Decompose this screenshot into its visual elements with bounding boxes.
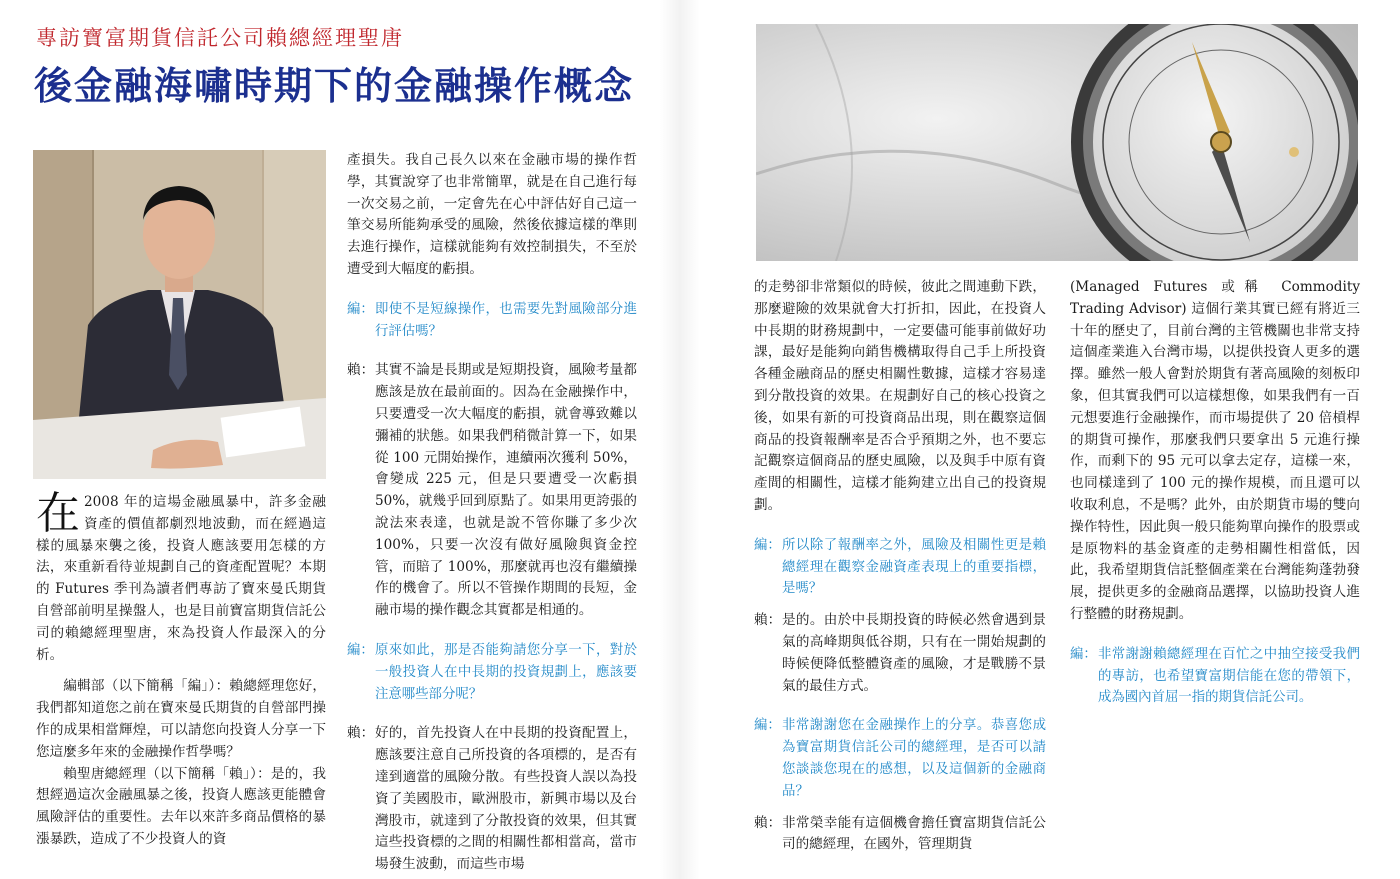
answer-text: 非常榮幸能有這個機會擔任寶富期貨信託公司的總經理，在國外，管理期貨 bbox=[782, 814, 1046, 853]
page-gutter bbox=[660, 0, 700, 879]
editor-label: 編： bbox=[1070, 646, 1097, 662]
question-text: 即使不是短線操作，也需要先對風險部分進行評估嗎？ bbox=[375, 301, 637, 339]
editor-label: 編： bbox=[347, 642, 374, 658]
answer-text: 好的，首先投資人在中長期的投資配置上，應該要注意自己所投資的各項標的，是否有達到適當的風險分散。有些投資人誤以為投資了美國股市，歐洲股市，新興市場以及台灣股市，就達到了分散投資的效果，但其實這些投資標的之間的相關性都相當高，當市場發生波動，而這些市場 bbox=[375, 725, 637, 873]
answer-continued: 產損失。我自己長久以來在金融市場的操作哲學，其實說穿了也非常簡單，就是在自己進行每一次交易之前，一定會先在心中評估好自己這一筆交易所能夠承受的風險，然後依據這樣的準則去進行操作，這樣就能夠有效控制損失，不至於遭受到大幅度的虧損。 bbox=[347, 152, 637, 277]
column-4 bbox=[1070, 277, 1360, 709]
editor-label: 編： bbox=[347, 301, 374, 317]
answer-text: 是的。由於中長期投資的時候必然會遇到景氣的高峰期與低谷期，只有在一開始規劃的時候便降低整體資產的風險，才是戰勝不景氣的最佳方式。 bbox=[782, 612, 1046, 694]
question-block bbox=[754, 535, 1046, 600]
answer-block bbox=[754, 610, 1046, 697]
answer-block bbox=[754, 813, 1046, 857]
lai-label: 賴： bbox=[754, 612, 782, 629]
lai-answer-intro: 賴聖唐總經理（以下簡稱「賴」）：是的，我想經過這次金融風暴之後，投資人應該更能體會風險評估的重要性。去年以來許多商品價格的暴漲暴跌，造成了不少投資人的資 bbox=[36, 765, 326, 847]
answer-continued: 的走勢卻非常類似的時候，彼此之間連動下跌，那麼避險的效果就會大打折扣，因此，在投資人中長期的財務規劃中，一定要儘可能事前做好功課，最好是能夠向銷售機構取得自己手上所投資各種金融商品的歷史相關性數據，這樣才容易達到分散投資的效果。在規劃好自己的核心投資之後，如果有新的可投資商品出現，則在觀察這個商品的投資報酬率是否合乎預期之外，也不要忘記觀察這個商品的歷史風險，以及與手中原有資產間的相關性，這樣才能夠建立出自己的投資規劃。 bbox=[754, 279, 1046, 513]
interview-kicker: 專訪寶富期貨信託公司賴總經理聖唐 bbox=[36, 26, 404, 50]
compass-icon bbox=[756, 24, 1358, 261]
lai-label: 賴： bbox=[754, 814, 782, 831]
compass-photo bbox=[756, 24, 1358, 261]
question-text: 原來如此，那是否能夠請您分享一下，對於一般投資人在中長期的投資規劃上，應該要注意哪些部分呢？ bbox=[375, 642, 637, 702]
editor-label: 編： bbox=[754, 537, 781, 553]
editor-label: 編： bbox=[754, 718, 781, 734]
column-3 bbox=[754, 277, 1046, 856]
answer-block bbox=[347, 723, 637, 876]
answer-continued: (Managed Futures 或稱 Commodity Trading Advisor) 這個行業其實已經有將近三十年的歷史了，目前台灣的主管機關也非常支持這個產業進入台灣市場，以提供投資人更多的選擇。雖然一般人會對於期貨有著高風險的刻板印象，但其實我們可以這樣想像，如果我們有一百元想要進行金融操作，而市場提供了 20 倍槓桿的期貨可操作，那麼我們只要拿出 5 元進行操作，而剩下的 95 元可以拿去定存，這樣一來，也同樣達到了 100 元的操作規模，而且還可以收取利息，不是嗎？此外，由於期貨市場的雙向操作特性，因此與一般只能夠單向操作的股票或是原物料的基金資產的走勢相關性相當低，因此，我希望期貨信託整個產業在台灣能夠蓬勃發展，提供更多的金融商品選擇，以協助投資人進行整體的財務規劃。 bbox=[1070, 279, 1360, 622]
question-text: 非常謝謝您在金融操作上的分享。恭喜您成為寶富期貨信託公司的總經理，是否可以請您談談您現在的感想，以及這個新的金融商品？ bbox=[782, 718, 1046, 799]
left-page bbox=[0, 0, 660, 879]
article-headline: 後金融海嘯時期下的金融操作概念 bbox=[34, 64, 635, 108]
lai-label: 賴： bbox=[347, 725, 375, 742]
answer-block bbox=[347, 360, 637, 622]
closing-text: 非常謝謝賴總經理在百忙之中抽空接受我們的專訪，也希望寶富期信能在您的帶領下，成為國內首屈一指的期貨信託公司。 bbox=[1098, 646, 1360, 706]
column-1 bbox=[36, 488, 326, 851]
answer-text: 其實不論是長期或是短期投資，風險考量都應該是放在最前面的。因為在金融操作中，只要遭受一次大幅度的虧損，就會導致難以彌補的狀態。如果我們稍微計算一下，如果從 100 元開始操作，連續兩次獲利 50%，會變成 225 元，但是只要遭受一次虧損 50%，就幾乎回到原點了。如果用更誇張的說法來表達，也就是說不管你賺了多少次 100%，只要一次沒有做好風險與資金控管，而賠了 100%，那麼就再也沒有繼續操作的機會了。所以不管操作期間的長短，金融市場的操作觀念其實都是相通的。 bbox=[375, 362, 637, 619]
question-block bbox=[754, 715, 1046, 802]
drop-cap: 在 bbox=[36, 488, 80, 539]
closing-question-block bbox=[1070, 644, 1360, 709]
portrait-photo bbox=[33, 150, 326, 479]
column-2 bbox=[347, 150, 637, 876]
question-block bbox=[347, 299, 637, 343]
portrait-illustration bbox=[33, 150, 326, 479]
question-text: 所以除了報酬率之外，風險及相關性更是賴總經理在觀察金融資產表現上的重要指標，是嗎？ bbox=[782, 537, 1046, 597]
lai-label: 賴： bbox=[347, 362, 375, 379]
editor-question-intro: 編輯部（以下簡稱「編」）：賴總經理您好，我們都知道您之前在寶來曼氏期貨的自營部門操作的成果相當輝煌，可以請您向投資人分享一下您這麼多年來的金融操作哲學嗎？ bbox=[36, 678, 326, 760]
question-block bbox=[347, 640, 637, 705]
intro-paragraph: 2008 年的這場金融風暴中，許多金融資產的價值都劇烈地波動，而在經過這樣的風暴來襲之後，投資人應該要用怎樣的方法，來重新看待並規劃自己的資產配置呢？本期的 Futures 季刊為讀者們專訪了寶來曼氏期貨自營部前明星操盤人，也是目前寶富期貨信託公司的賴總經理聖唐，來為投資人作最深入的分析。 bbox=[36, 494, 326, 663]
